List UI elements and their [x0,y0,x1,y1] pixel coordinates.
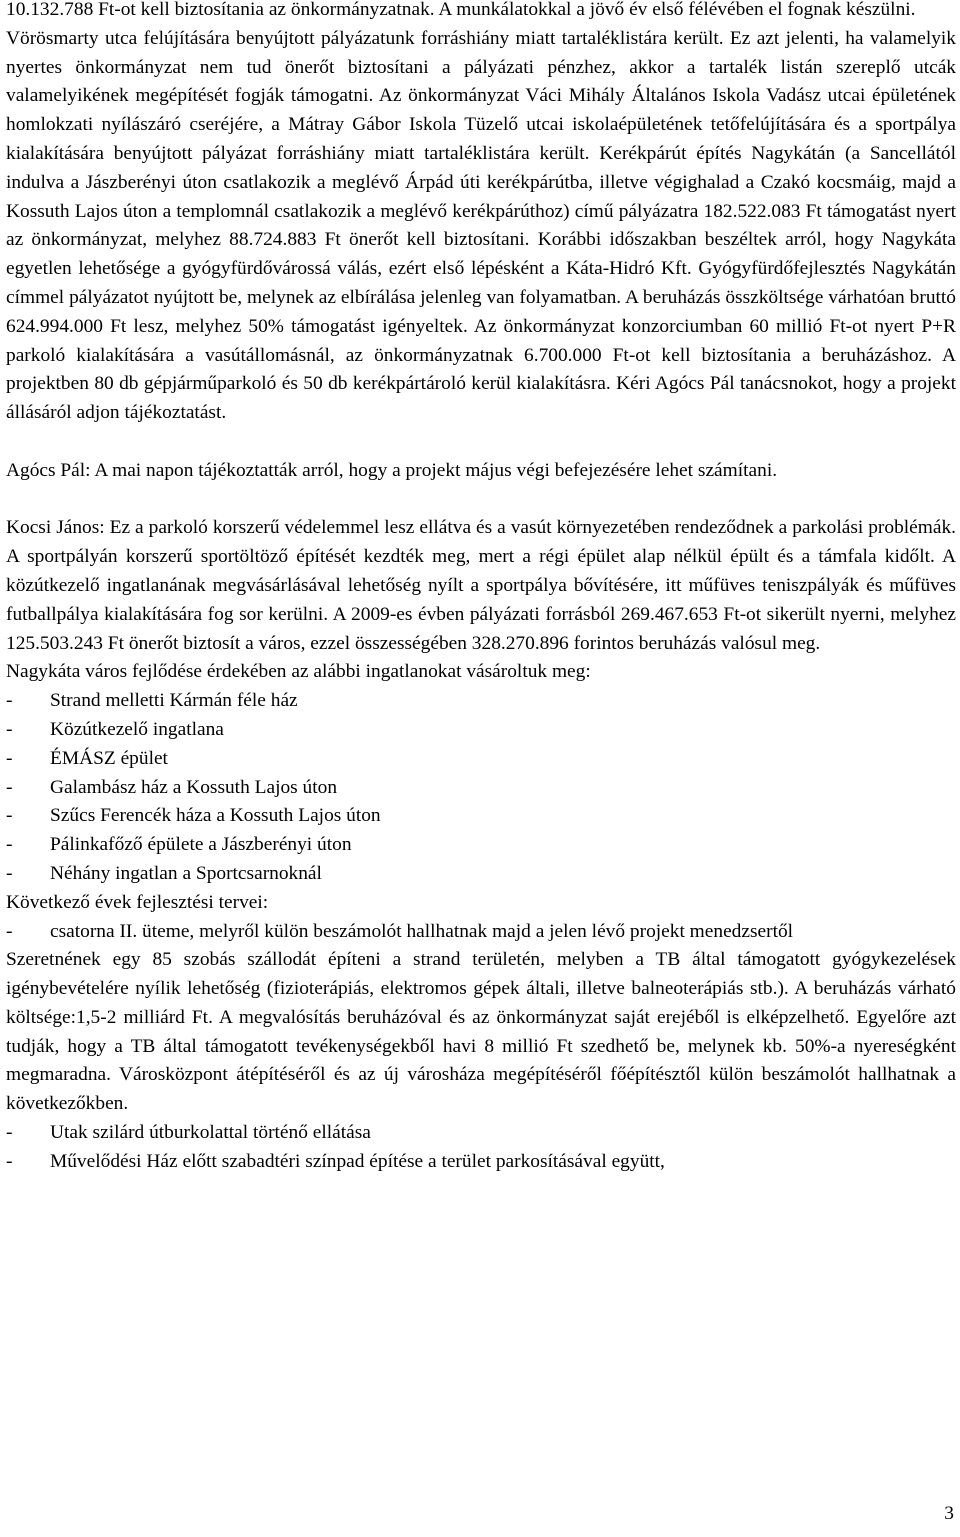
list-item-text: Utak szilárd útburkolattal történő ellátása [50,1122,371,1144]
dash-bullet: - [6,834,13,856]
paragraph-projects: Vörösmarty utca felújítására benyújtott pályázatunk forráshiány miatt tartaléklistára került. Ez azt jelenti, ha valamelyik nyertes önkormányzat nem tud önerőt biztosítani a pályázati pénzhez, akkor a tartalék listán szereplő utcák valamelyikének megépítését fogják támogatni. Az önkormányzat Váci Mihály Általános Iskola Vadász utcai épületének homlokzati nyílászáró cseréjére, a Mátray Gábor Iskola Tüzelő utcai iskolaépületének tetőfelújítására és a sportpálya kialakítására benyújtott pályázat forráshiány miatt tartaléklistára került. Kerékpárút építés Nagykátán (a Sancellától indulva a Jászberényi úton csatlakozik a meglévő Árpád úti kerékpárútba, illetve végighalad a Czakó kocsmáig, majd a Kossuth Lajos úton a templomnál csatlakozik a meglévő kerékpárúthoz) című pályázatra 182.522.083 Ft támogatást nyert az önkormányzat, melyhez 88.724.883 Ft önerőt kell biztosítani. Korábbi időszakban beszéltek arról, hogy Nagykáta egyetlen lehetősége a gyógyfürdővárossá válás, ezért első lépésként a Káta-Hidró Kft. Gyógyfürdőfejlesztés Nagykátán címmel pályázatot nyújtott be, melynek az elbírálása jelenleg van folyamatban. A beruházás összköltsége várhatóan bruttó 624.994.000 Ft lesz, melyhez 50% támogatást igényeltek. Az önkormányzat konzorciumban 60 millió Ft-ot nyert P+R parkoló kialakítására a vasútállomásnál, az önkormányzatnak 6.700.000 Ft-ot kell biztosítania a beruházáshoz. A projektben 80 db gépjárműparkoló és 50 db kerékpártároló kerül kialakításra. Kéri Agócs Pál tanácsnokot, hogy a projekt állásáról adjon tájékoztatást. [6,27,956,424]
list-item-text: Pálinkafőző épülete a Jászberényi úton [50,834,352,856]
list-item [6,774,956,803]
paragraph-properties-intro: Nagykáta város fejlődése érdekében az alábbi ingatlanokat vásároltuk meg: [6,661,591,683]
list-item [6,802,956,831]
dash-bullet: - [6,776,13,798]
paragraph-funding: 10.132.788 Ft-ot kell biztosítania az önkormányzatnak. A munkálatokkal a jövő év első félévében el fognak készülni. [6,0,916,20]
list-item-text: Közútkezelő ingatlana [50,718,224,740]
list-item-text: Szűcs Ferencék háza a Kossuth Lajos úton [50,805,381,827]
document-page [6,0,956,1177]
dash-bullet: - [6,690,13,712]
list-item-text: Művelődési Ház előtt szabadtéri színpad építése a terület parkosításával együtt, [50,1150,665,1172]
paragraph-spacer [6,428,956,457]
list-item [6,918,956,947]
property-list [6,687,956,889]
plans-list [6,918,956,947]
paragraph-agocs-pal: Agócs Pál: A mai napon tájékoztatták arról, hogy a projekt május végi befejezésére lehet számítani. [6,459,778,481]
dash-bullet: - [6,862,13,884]
dash-bullet: - [6,1150,13,1172]
list-item-text: csatorna II. üteme, melyről külön beszámolót hallhatnak majd a jelen lévő projekt menedzsertől [50,920,794,942]
dash-bullet: - [6,718,13,740]
list-item [6,687,956,716]
page-number: 3 [944,1503,954,1524]
list-item [6,831,956,860]
dash-bullet: - [6,747,13,769]
paragraph-kocsi-janos: Kocsi János: Ez a parkoló korszerű védelemmel lesz ellátva és a vasút környezetében rendeződnek a parkolási problémák. A sportpályán korszerű sportöltöző építését kezdték meg, mert a régi épület alap nélkül épült és a támfala kidőlt. A közútkezelő ingatlanának megvásárlásával lehetőség nyílt a sportpálya bővítésére, itt műfüves teniszpályák és műfüves futballpálya kialakítására fog sor kerülni. A 2009-es évben pályázati forrásból 269.467.653 Ft-ot sikerült nyerni, melyhez 125.503.243 Ft önerőt biztosít a város, ezzel összességében 328.270.896 forintos beruházás valósul meg. [6,517,956,654]
list-item-text: Néhány ingatlan a Sportcsarnoknál [50,862,322,884]
list-item [6,1148,956,1177]
list-item-text: Strand melletti Kármán féle ház [50,690,298,712]
list-item [6,1119,956,1148]
paragraph-spacer [6,486,956,515]
list-item-text: ÉMÁSZ épület [50,747,168,769]
list-item [6,716,956,745]
paragraph-plans-intro: Következő évek fejlesztési tervei: [6,891,269,913]
paragraph-hotel-plan: Szeretnének egy 85 szobás szállodát építeni a strand területén, melyben a TB által támogatott gyógykezelések igénybevételére nyílik lehetőség (fizioterápiás, elektromos gépek általi, illetve balneoterápiás stb.). A beruházás várható költsége:1,5-2 milliárd Ft. A megvalósítás beruházóval és az önkormányzat saját erejéből is elképzelhető. Egyelőre azt tudják, hogy a TB által támogatott tevékenységekből havi 8 millió Ft szedhető be, melynek kb. 50%-a nyereségként megmaradna. Városközpont átépítéséről és az új városháza megépítéséről főépítésztől külön beszámolót hallhatnak a következőkben. [6,949,956,1115]
dash-bullet: - [6,805,13,827]
dash-bullet: - [6,1122,13,1144]
list-item-text: Galambász ház a Kossuth Lajos úton [50,776,338,798]
dash-bullet: - [6,920,13,942]
final-list [6,1119,956,1177]
list-item [6,745,956,774]
list-item [6,860,956,889]
